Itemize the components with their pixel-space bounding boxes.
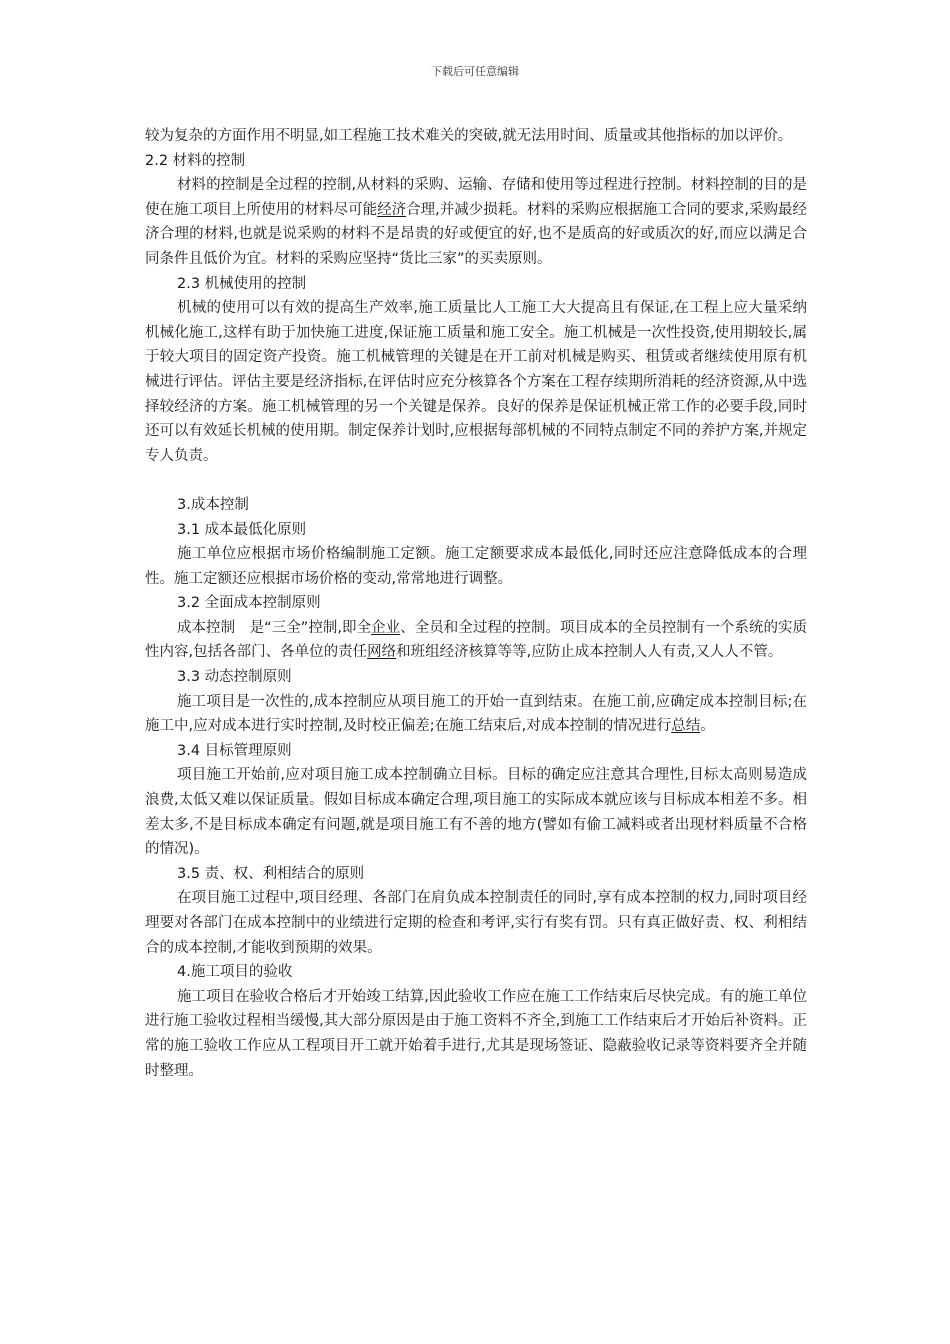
text-span: 施工项目是一次性的,成本控制应从项目施工的开始一直到结束。在施工前,应确定成本控制目标;在施工中,应对成本进行实时控制,及时校正偏差;在施工结束后,对成本控制的情况进行 [145,693,807,735]
paragraph-responsibility: 在项目施工过程中,项目经理、各部门在肩负成本控制责任的同时,享有成本控制的权力,同时项目经理要对各部门在成本控制中的业绩进行定期的检查和考评,实行有奖有罚。只有真正做好责、权、利相结合的成本控制,才能收到预期的效果。 [145,890,807,956]
link-summary[interactable]: 总结 [671,718,701,735]
text-span: 合理,并减少损耗。材料的采购应根据施工合同的要求,采购最经济合理的材料,也就是说采购的材料不是昂贵的好或便宜的好,也不是质高的好或质次的好,而应以满足合同条件且低价为宜。材料的采购应坚持“货比三家”的买卖原则。 [145,201,808,267]
section-heading-3-4: 3.4 目标管理原则 [177,742,292,759]
paragraph-dynamic-control [145,690,807,739]
paragraph-continuation: 较为复杂的方面作用不明显,如工程施工技术难关的突破,就无法用时间、质量或其他指标的加以评价。 [145,128,793,144]
section-heading-4: 4.施工项目的验收 [177,964,293,981]
text-span: 材料的控制是全过程的控制,从材料的采购、运输、存储和使用等过程进行控制。材料控制的目的是使在施工项目上所使用的材料尽可能 [145,177,807,218]
paragraph-comprehensive-control [145,616,807,665]
document-body [145,124,807,1083]
paragraph-target-management: 项目施工开始前,应对项目施工成本控制确立目标。目标的确定应注意其合理性,目标太高则易造成浪费,太低又难以保证质量。假如目标成本确定合理,项目施工的实际成本就应该与目标成本相差不多。相差太多,不是目标成本确定有问题,就是项目施工有不善的地方(譬如有偷工减料或者出现材料质量不合格的情况)。 [145,767,807,858]
section-heading-2-2: 2.2 材料的控制 [145,152,246,169]
blank-line [145,468,807,493]
section-heading-3: 3.成本控制 [177,496,249,513]
section-heading-3-2: 3.2 全面成本控制原则 [177,595,321,612]
paragraph-material-control [145,173,807,271]
link-network[interactable]: 网络 [367,644,397,661]
paragraph-cost-minimization: 施工单位应根据市场价格编制施工定额。施工定额要求成本最低化,同时还应注意降低成本的合理性。施工定额还应根据市场价格的变动,常常地进行调整。 [145,546,807,587]
text-span: 成本控制 是“三全”控制,即全 [177,619,372,636]
page-header: 下载后可任意编辑 [431,65,519,78]
section-heading-2-3: 2.3 机械使用的控制 [177,275,307,292]
text-span: 、全员和全过程的控制。项目成本的全员控制有一个系统的实质性内容,包括各部门、各单位的责任 [145,619,808,661]
section-heading-3-3: 3.3 动态控制原则 [177,669,292,686]
text-span: 和班组经济核算等等,应防止成本控制人人有责,又人人不管。 [396,644,783,661]
paragraph-acceptance: 施工项目在验收合格后才开始竣工结算,因此验收工作应在施工工作结束后尽快完成。有的施工单位进行施工验收过程相当缓慢,其大部分原因是由于施工资料不齐全,到施工工作结束后才开始后补资料。正常的施工验收工作应从工程项目开工就开始着手进行,尤其是现场签证、隐蔽验收记录等资料要齐全并随时整理。 [145,988,807,1079]
section-heading-3-1: 3.1 成本最低化原则 [177,521,307,538]
link-economy[interactable]: 经济 [377,201,407,218]
paragraph-machinery-control: 机械的使用可以有效的提高生产效率,施工质量比人工施工大大提高且有保证,在工程上应大量采纳机械化施工,这样有助于加快施工进度,保证施工质量和施工安全。施工机械是一次性投资,使用期较长,属于较大项目的固定资产投资。施工机械管理的关键是在开工前对机械是购买、租赁或者继续使用原有机械进行评估。评估主要是经济指标,在评估时应充分核算各个方案在工程存续期所消耗的经济资源,从中选择较经济的方案。施工机械管理的另一个关键是保养。良好的保养是保证机械正常工作的必要手段,同时还可以有效延长机械的使用期。制定保养计划时,应根据每部机械的不同特点制定不同的养护方案,并规定专人负责。 [145,300,807,464]
link-enterprise[interactable]: 企业 [371,619,401,636]
text-span: 。 [700,718,715,735]
section-heading-3-5: 3.5 责、权、利相结合的原则 [177,865,365,882]
